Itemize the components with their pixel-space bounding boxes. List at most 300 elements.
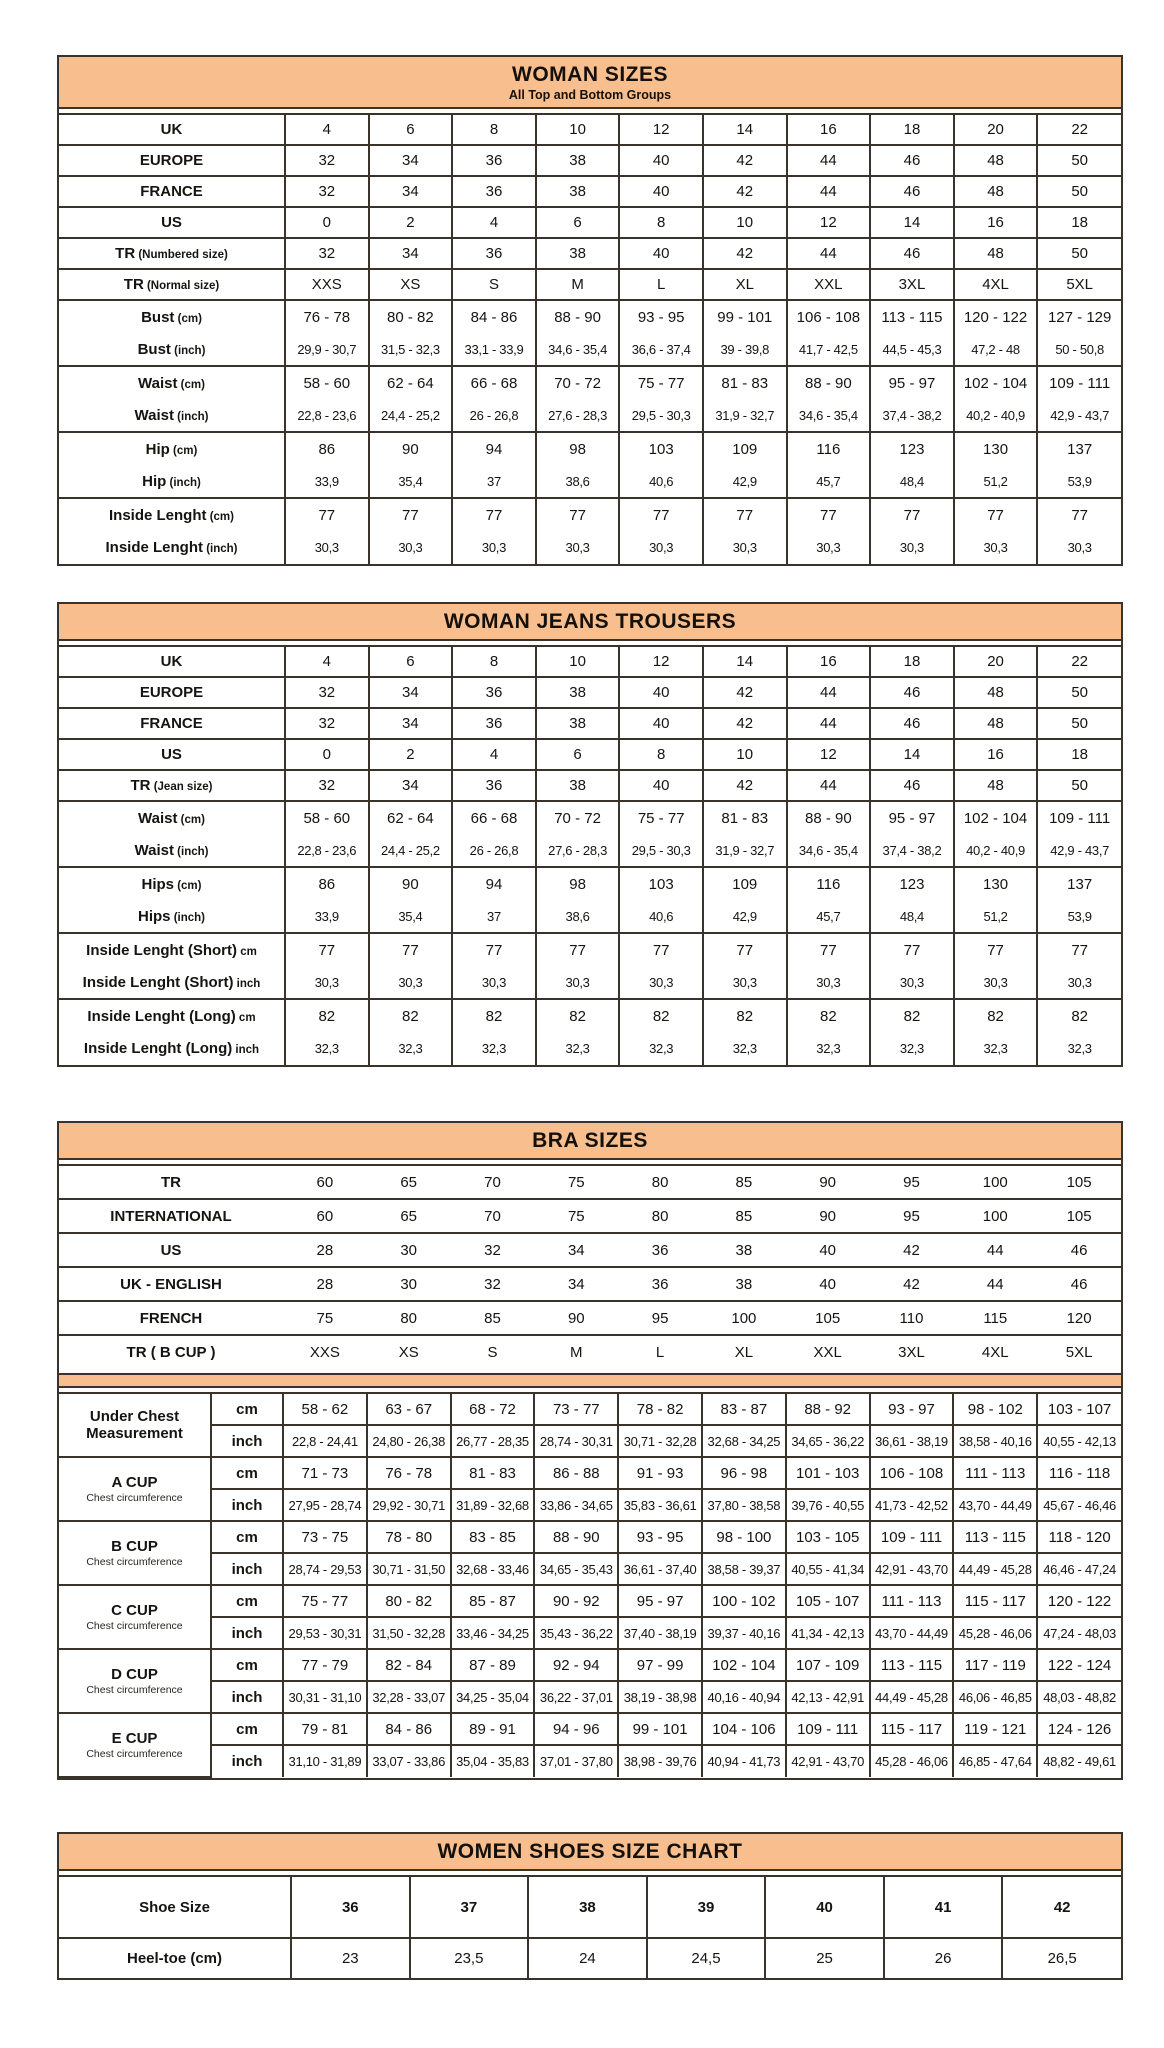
size-cell: 77	[954, 498, 1038, 531]
size-cell: 77	[870, 933, 954, 966]
size-cell: 35,43 - 36,22	[534, 1617, 618, 1649]
size-cell: 38,58 - 39,37	[702, 1553, 786, 1585]
size-cell: 0	[285, 207, 369, 238]
size-cell: 103	[619, 432, 703, 465]
size-cell: L	[618, 1335, 702, 1369]
size-cell: 5XL	[1037, 1335, 1121, 1369]
row-label-note: Chest circumference	[86, 1684, 183, 1697]
size-cell: 93 - 95	[619, 300, 703, 333]
size-cell: 115	[953, 1301, 1037, 1335]
table-row	[59, 333, 1121, 366]
size-cell: 32,3	[452, 1032, 536, 1065]
size-cell: 85	[702, 1165, 786, 1199]
size-cell: 100	[953, 1165, 1037, 1199]
row-label	[59, 498, 285, 531]
size-cell: 46	[870, 176, 954, 207]
row-label	[59, 646, 285, 677]
size-cell: 47,24 - 48,03	[1037, 1617, 1121, 1649]
size-cell: 38	[536, 238, 620, 269]
size-cell: 109	[703, 867, 787, 900]
size-cell: 95	[870, 1199, 954, 1233]
size-cell: 77	[1037, 498, 1121, 531]
size-cell: 10	[536, 646, 620, 677]
size-cell: 36	[618, 1267, 702, 1301]
size-cell: 65	[367, 1199, 451, 1233]
table-row	[59, 1425, 1121, 1457]
size-cell: 46	[870, 708, 954, 739]
size-cell: 87 - 89	[451, 1649, 535, 1681]
woman-sizes-title: WOMAN SIZES	[512, 63, 668, 86]
size-cell: 40	[619, 238, 703, 269]
size-cell: 2	[369, 207, 453, 238]
size-cell: 36,22 - 37,01	[534, 1681, 618, 1713]
row-label	[59, 1233, 283, 1267]
size-cell: 45,7	[787, 900, 871, 933]
row-label-text: EUROPE	[139, 152, 204, 169]
size-cell: 76 - 78	[285, 300, 369, 333]
size-cell: 14	[703, 114, 787, 145]
spacer	[57, 566, 1123, 602]
row-label	[59, 739, 285, 770]
size-cell: 77	[369, 498, 453, 531]
shoes-title-band	[59, 1834, 1121, 1871]
size-cell: 106 - 108	[787, 300, 871, 333]
size-cell: 42	[703, 145, 787, 176]
jeans-title-band	[59, 604, 1121, 641]
size-cell: 42	[1002, 1876, 1121, 1938]
size-cell: 35,83 - 36,61	[618, 1489, 702, 1521]
woman-sizes-subtitle: All Top and Bottom Groups	[508, 88, 672, 102]
size-cell: 50 - 50,8	[1037, 333, 1121, 366]
size-cell: 42	[703, 677, 787, 708]
row-label	[59, 933, 285, 966]
size-cell: 43,70 - 44,49	[953, 1489, 1037, 1521]
size-cell: XXS	[285, 269, 369, 300]
size-cell: 14	[703, 646, 787, 677]
size-cell: 24,4 - 25,2	[369, 834, 453, 867]
size-cell: XXS	[283, 1335, 367, 1369]
size-cell: 77	[870, 498, 954, 531]
size-cell: 88 - 90	[787, 801, 871, 834]
row-label-text: US	[160, 1241, 182, 1259]
table-row	[59, 646, 1121, 677]
size-cell: 34	[369, 677, 453, 708]
size-cell: 53,9	[1037, 900, 1121, 933]
size-cell: 120 - 122	[1037, 1585, 1121, 1617]
size-cell: 90	[369, 432, 453, 465]
size-cell: 46	[870, 238, 954, 269]
size-cell: 8	[452, 646, 536, 677]
size-cell: 94	[452, 432, 536, 465]
size-cell: 38,58 - 40,16	[953, 1425, 1037, 1457]
size-cell: 48,4	[870, 465, 954, 498]
size-cell: 88 - 90	[787, 366, 871, 399]
size-cell: 29,5 - 30,3	[619, 834, 703, 867]
size-cell: 22,8 - 24,41	[283, 1425, 367, 1457]
table-row	[59, 1393, 1121, 1425]
size-cell: 82	[452, 999, 536, 1032]
size-cell: 27,6 - 28,3	[536, 834, 620, 867]
table-row	[59, 1938, 1121, 1978]
unit-label: inch	[211, 1617, 283, 1649]
row-label-note: (inch)	[170, 911, 205, 924]
row-label-text: US	[161, 746, 182, 763]
unit-label: inch	[211, 1553, 283, 1585]
size-cell: 30,71 - 32,28	[618, 1425, 702, 1457]
row-label	[59, 867, 285, 900]
size-cell: 30,3	[1037, 966, 1121, 999]
size-cell: 36,61 - 38,19	[870, 1425, 954, 1457]
size-cell: 66 - 68	[452, 366, 536, 399]
size-cell: 34	[534, 1233, 618, 1267]
size-cell: 102 - 104	[702, 1649, 786, 1681]
table-row	[59, 677, 1121, 708]
size-cell: 12	[787, 207, 871, 238]
size-cell: 86 - 88	[534, 1457, 618, 1489]
table-row	[59, 1745, 1121, 1777]
size-cell: 96 - 98	[702, 1457, 786, 1489]
size-cell: 105 - 107	[786, 1585, 870, 1617]
size-cell: 98	[536, 432, 620, 465]
row-label	[59, 1876, 291, 1938]
row-label	[59, 269, 285, 300]
row-label	[59, 770, 285, 801]
size-cell: 62 - 64	[369, 366, 453, 399]
size-cell: 37,4 - 38,2	[870, 399, 954, 432]
size-cell: 4	[452, 207, 536, 238]
size-cell: 34	[534, 1267, 618, 1301]
size-cell: 42	[703, 176, 787, 207]
size-cell: 40,94 - 41,73	[702, 1745, 786, 1777]
size-cell: 42,91 - 43,70	[786, 1745, 870, 1777]
row-label-text: INTERNATIONAL	[110, 1207, 232, 1225]
size-cell: 39,37 - 40,16	[702, 1617, 786, 1649]
row-label-text: UK	[160, 653, 183, 670]
size-cell: 44	[953, 1267, 1037, 1301]
size-cell: 4XL	[953, 1335, 1037, 1369]
size-cell: 77	[1037, 933, 1121, 966]
size-cell: 90	[534, 1301, 618, 1335]
size-cell: 6	[369, 114, 453, 145]
size-cell: 60	[283, 1165, 367, 1199]
size-cell: 117 - 119	[953, 1649, 1037, 1681]
size-cell: 110	[870, 1301, 954, 1335]
table-row	[59, 1553, 1121, 1585]
row-label-note: (cm)	[177, 813, 205, 826]
size-cell: 29,9 - 30,7	[285, 333, 369, 366]
size-cell: 109 - 111	[1037, 366, 1121, 399]
row-label-text: C CUP	[111, 1601, 158, 1619]
size-cell: 82	[787, 999, 871, 1032]
size-cell: 82	[703, 999, 787, 1032]
size-cell: 137	[1037, 867, 1121, 900]
size-cell: 34	[369, 176, 453, 207]
row-label	[59, 1938, 291, 1978]
size-cell: 32	[451, 1233, 535, 1267]
size-cell: 75 - 77	[619, 801, 703, 834]
row-label	[59, 1457, 211, 1521]
row-label	[59, 145, 285, 176]
size-cell: 81 - 83	[451, 1457, 535, 1489]
size-cell: 137	[1037, 432, 1121, 465]
size-cell: 102 - 104	[954, 366, 1038, 399]
size-cell: 77	[954, 933, 1038, 966]
size-cell: 28,74 - 29,53	[283, 1553, 367, 1585]
size-cell: 33,9	[285, 900, 369, 933]
size-cell: 42,9	[703, 465, 787, 498]
size-cell: 101 - 103	[786, 1457, 870, 1489]
size-cell: 93 - 95	[618, 1521, 702, 1553]
table-row	[59, 531, 1121, 564]
size-cell: 30,3	[619, 531, 703, 564]
size-cell: 42,9	[703, 900, 787, 933]
size-cell: 97 - 99	[618, 1649, 702, 1681]
size-cell: 90	[786, 1199, 870, 1233]
size-cell: 31,89 - 32,68	[451, 1489, 535, 1521]
size-cell: 109	[703, 432, 787, 465]
size-cell: 4XL	[954, 269, 1038, 300]
row-label-text: FRANCE	[140, 715, 203, 732]
size-cell: 30,3	[369, 966, 453, 999]
size-cell: 40,6	[619, 465, 703, 498]
row-label-text: Bust	[141, 308, 175, 326]
bra-sizes-table	[57, 1121, 1123, 1780]
size-cell: 80 - 82	[367, 1585, 451, 1617]
size-cell: 40	[619, 708, 703, 739]
size-cell: 63 - 67	[367, 1393, 451, 1425]
size-cell: 30,3	[703, 966, 787, 999]
size-cell: 53,9	[1037, 465, 1121, 498]
table-row	[59, 465, 1121, 498]
size-cell: 45,28 - 46,06	[870, 1745, 954, 1777]
size-cell: 42,9 - 43,7	[1037, 399, 1121, 432]
size-cell: 34,6 - 35,4	[787, 399, 871, 432]
size-cell: 78 - 80	[367, 1521, 451, 1553]
size-cell: 18	[870, 646, 954, 677]
size-cell: 41,34 - 42,13	[786, 1617, 870, 1649]
size-cell: 58 - 62	[283, 1393, 367, 1425]
size-cell: 36	[452, 145, 536, 176]
size-cell: 48	[954, 770, 1038, 801]
table-row	[59, 1521, 1121, 1553]
size-cell: 44	[787, 145, 871, 176]
size-cell: 4	[285, 646, 369, 677]
size-cell: 115 - 117	[870, 1713, 954, 1745]
size-cell: 77	[536, 498, 620, 531]
size-cell: 36	[452, 708, 536, 739]
table-row	[59, 1267, 1121, 1301]
size-cell: 40	[619, 176, 703, 207]
size-cell: 38	[536, 770, 620, 801]
size-cell: 34,6 - 35,4	[787, 834, 871, 867]
size-cell: 27,95 - 28,74	[283, 1489, 367, 1521]
size-cell: 48,82 - 49,61	[1037, 1745, 1121, 1777]
size-cell: 33,46 - 34,25	[451, 1617, 535, 1649]
row-label-note: Chest circumference	[86, 1748, 183, 1761]
size-cell: 30,3	[787, 966, 871, 999]
size-cell: 82	[1037, 999, 1121, 1032]
size-cell: 37,01 - 37,80	[534, 1745, 618, 1777]
size-cell: 12	[619, 646, 703, 677]
size-cell: 79 - 81	[283, 1713, 367, 1745]
size-cell: 23,5	[410, 1938, 529, 1978]
row-label	[59, 238, 285, 269]
size-cell: 37	[410, 1876, 529, 1938]
row-label-text: Waist	[138, 809, 178, 827]
size-cell: 38	[536, 145, 620, 176]
table-row	[59, 801, 1121, 834]
row-label	[59, 114, 285, 145]
size-cell: 41	[884, 1876, 1003, 1938]
size-cell: 16	[954, 207, 1038, 238]
table-row	[59, 366, 1121, 399]
row-label-text: TR ( B CUP )	[126, 1344, 216, 1361]
row-label-note: (inch)	[166, 476, 201, 489]
size-cell: 32,3	[1037, 1032, 1121, 1065]
size-cell: 73 - 77	[534, 1393, 618, 1425]
size-cell: 36	[618, 1233, 702, 1267]
table-row	[59, 1681, 1121, 1713]
size-cell: 105	[1037, 1199, 1121, 1233]
size-cell: 93 - 97	[870, 1393, 954, 1425]
size-cell: 116 - 118	[1037, 1457, 1121, 1489]
size-cell: 23	[291, 1938, 410, 1978]
woman-sizes-grid	[59, 113, 1121, 564]
size-cell: 30,71 - 31,50	[367, 1553, 451, 1585]
size-cell: 44,49 - 45,28	[870, 1681, 954, 1713]
size-cell: 51,2	[954, 465, 1038, 498]
table-row	[59, 1617, 1121, 1649]
row-label	[59, 1301, 283, 1335]
size-cell: 82	[870, 999, 954, 1032]
size-cell: 46	[870, 770, 954, 801]
size-cell: 6	[369, 646, 453, 677]
size-cell: 40,2 - 40,9	[954, 399, 1038, 432]
size-cell: 42	[703, 238, 787, 269]
size-cell: 44	[787, 677, 871, 708]
size-cell: 77	[787, 498, 871, 531]
size-cell: 100 - 102	[702, 1585, 786, 1617]
size-cell: XS	[367, 1335, 451, 1369]
size-cell: 42	[703, 770, 787, 801]
row-label-text: Waist	[134, 841, 174, 859]
row-label-text: Inside Lenght (Long)	[83, 1040, 233, 1057]
size-cell: 127 - 129	[1037, 300, 1121, 333]
unit-label: cm	[211, 1713, 283, 1745]
size-cell: XXL	[786, 1335, 870, 1369]
row-label	[59, 708, 285, 739]
size-cell: 95 - 97	[870, 366, 954, 399]
size-cell: 40,16 - 40,94	[702, 1681, 786, 1713]
size-cell: 20	[954, 114, 1038, 145]
size-cell: 32	[285, 770, 369, 801]
size-cell: 46	[1037, 1233, 1121, 1267]
size-cell: 83 - 85	[451, 1521, 535, 1553]
size-cell: 82 - 84	[367, 1649, 451, 1681]
row-label-note: (Numbered size)	[135, 249, 228, 261]
size-cell: 89 - 91	[451, 1713, 535, 1745]
row-label	[59, 300, 285, 333]
size-cell: 111 - 113	[953, 1457, 1037, 1489]
size-cell: 77	[452, 933, 536, 966]
size-cell: 32,3	[369, 1032, 453, 1065]
size-cell: 40	[619, 677, 703, 708]
size-cell: 30,3	[787, 531, 871, 564]
size-cell: L	[619, 269, 703, 300]
size-cell: 44	[787, 708, 871, 739]
size-cell: 44	[787, 770, 871, 801]
row-label-text: Shoe Size	[139, 1898, 210, 1916]
size-cell: 30,3	[285, 531, 369, 564]
size-cell: 105	[786, 1301, 870, 1335]
size-cell: 90	[786, 1165, 870, 1199]
size-cell: 38,6	[536, 900, 620, 933]
size-cell: 88 - 92	[786, 1393, 870, 1425]
size-cell: 33,07 - 33,86	[367, 1745, 451, 1777]
woman-sizes-table	[57, 55, 1123, 566]
unit-label: inch	[211, 1745, 283, 1777]
size-cell: 82	[285, 999, 369, 1032]
divider-strip	[59, 1373, 1121, 1388]
size-cell: 48	[954, 176, 1038, 207]
size-cell: 38,6	[536, 465, 620, 498]
size-cell: 113 - 115	[870, 1649, 954, 1681]
size-cell: 45,7	[787, 465, 871, 498]
size-cell: 10	[536, 114, 620, 145]
unit-label: inch	[211, 1489, 283, 1521]
size-cell: 80	[618, 1199, 702, 1233]
size-cell: 65	[367, 1165, 451, 1199]
size-cell: 41,7 - 42,5	[787, 333, 871, 366]
size-cell: 40,2 - 40,9	[954, 834, 1038, 867]
size-cell: 120	[1037, 1301, 1121, 1335]
size-cell: 62 - 64	[369, 801, 453, 834]
table-row	[59, 708, 1121, 739]
size-cell: 77	[285, 498, 369, 531]
size-cell: 99 - 101	[618, 1713, 702, 1745]
row-label-text: TR	[130, 777, 151, 794]
size-cell: 34	[369, 238, 453, 269]
size-cell: 8	[452, 114, 536, 145]
size-cell: 70 - 72	[536, 366, 620, 399]
size-cell: 90 - 92	[534, 1585, 618, 1617]
size-cell: 98 - 100	[702, 1521, 786, 1553]
size-cell: 24,80 - 26,38	[367, 1425, 451, 1457]
table-row	[59, 1165, 1121, 1199]
size-cell: 41,73 - 42,52	[870, 1489, 954, 1521]
size-cell: 58 - 60	[285, 366, 369, 399]
size-cell: 45,28 - 46,06	[953, 1617, 1037, 1649]
size-cell: 100	[953, 1199, 1037, 1233]
size-cell: 58 - 60	[285, 801, 369, 834]
size-cell: 43,70 - 44,49	[870, 1617, 954, 1649]
size-cell: 35,4	[369, 465, 453, 498]
size-cell: 40	[786, 1267, 870, 1301]
size-cell: 50	[1037, 145, 1121, 176]
table-row	[59, 1649, 1121, 1681]
size-cell: 47,2 - 48	[954, 333, 1038, 366]
size-cell: 44	[787, 176, 871, 207]
size-cell: 50	[1037, 677, 1121, 708]
size-cell: 37,40 - 38,19	[618, 1617, 702, 1649]
size-cell: 39,76 - 40,55	[786, 1489, 870, 1521]
row-label-note: cm	[235, 1011, 256, 1024]
size-cell: 38,98 - 39,76	[618, 1745, 702, 1777]
size-cell: XL	[702, 1335, 786, 1369]
size-cell: 102 - 104	[954, 801, 1038, 834]
size-cell: 2	[369, 739, 453, 770]
row-label-text: E CUP	[111, 1729, 158, 1747]
